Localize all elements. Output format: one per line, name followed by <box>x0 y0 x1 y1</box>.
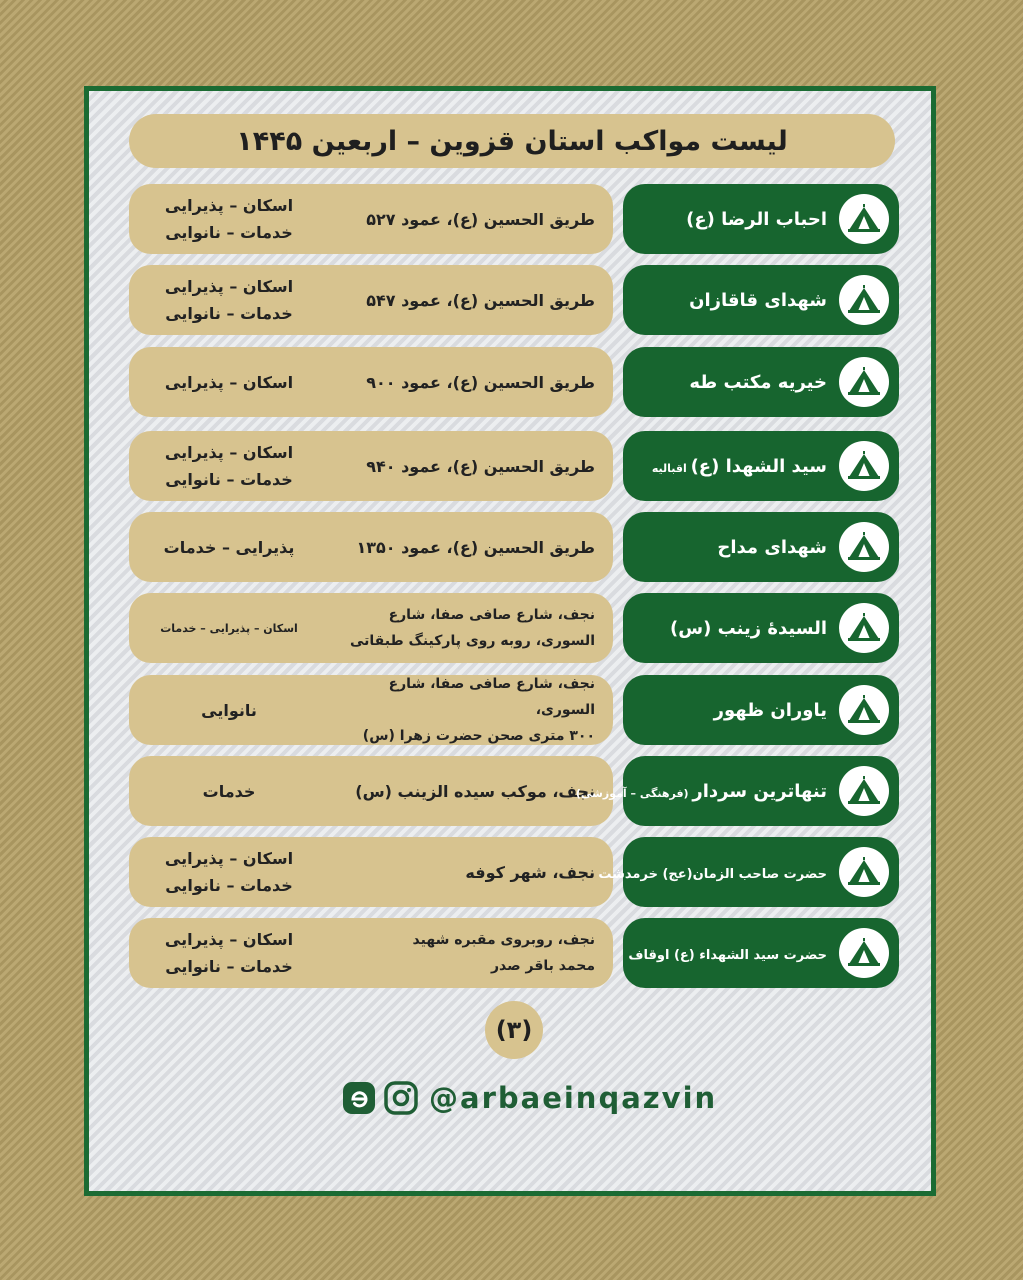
mawkib-info-pill <box>129 675 613 745</box>
mawkib-address <box>335 756 595 826</box>
mawkib-name <box>689 372 827 393</box>
mawkib-services <box>139 593 319 663</box>
mawkib-row <box>129 756 899 826</box>
tent-icon <box>839 441 889 491</box>
mawkib-name-pill <box>623 593 899 663</box>
mawkib-name-suffix: (فرهنگی – آموزشی) <box>575 786 693 800</box>
mawkib-services <box>139 347 319 417</box>
tent-icon <box>839 522 889 572</box>
page-number-badge: (۳) <box>485 1001 543 1059</box>
mawkib-name-suffix: اقبالیه <box>651 461 691 475</box>
mawkib-info-pill <box>129 265 613 335</box>
mawkib-row <box>129 431 899 501</box>
mawkib-row <box>129 675 899 745</box>
service-line: خدمات – نانوایی <box>165 876 293 895</box>
tent-icon <box>839 847 889 897</box>
service-line: اسکان – پذیرایی <box>164 277 294 296</box>
address-line: طریق الحسین (ع)، عمود ۵۴۷ <box>366 290 595 310</box>
mawkib-name-suffix: حضرت سید الشهداء (ع) اوقاف <box>628 947 827 963</box>
tent-icon <box>839 928 889 978</box>
mawkib-info-pill <box>129 347 613 417</box>
tent-icon <box>839 275 889 325</box>
mawkib-name <box>717 537 827 558</box>
mawkib-row <box>129 593 899 663</box>
mawkib-name-main: احباب الرضا (ع) <box>686 208 827 230</box>
service-line: اسکان – پذیرایی <box>164 372 294 392</box>
mawkib-name-pill <box>623 184 899 254</box>
mawkib-services <box>139 918 319 988</box>
tent-icon <box>839 194 889 244</box>
service-line: خدمات – نانوایی <box>165 957 293 976</box>
mawkib-services <box>139 837 319 907</box>
mawkib-name-main: سید الشهدا (ع) <box>690 455 827 477</box>
mawkib-address <box>335 837 595 907</box>
service-line: نانوایی <box>201 700 257 720</box>
mawkib-address <box>335 593 595 663</box>
mawkib-services <box>139 675 319 745</box>
address-line: ۳۰۰ متری صحن حضرت زهرا (س) <box>362 728 595 744</box>
address-line: نجف، موکب سیده الزینب (س) <box>355 781 595 801</box>
tent-icon <box>839 766 889 816</box>
mawkib-name-pill <box>623 265 899 335</box>
mawkib-address <box>335 918 595 988</box>
address-line: طریق الحسین (ع)، عمود ۱۳۵۰ <box>356 537 595 557</box>
mawkib-info-pill <box>129 756 613 826</box>
mawkib-name-pill <box>623 431 899 501</box>
mawkib-name <box>689 290 827 311</box>
mawkib-name-pill <box>623 512 899 582</box>
address-line: طریق الحسین (ع)، عمود ۵۲۷ <box>366 209 595 229</box>
mawkib-address <box>335 265 595 335</box>
mawkib-name <box>652 456 827 477</box>
mawkib-name-main: شهدای قاقازان <box>689 289 827 311</box>
mawkib-name-main: السیدهٔ زینب (س) <box>670 617 827 639</box>
mawkib-address <box>335 431 595 501</box>
address-line: نجف، روبروی مقبره شهید <box>412 932 595 948</box>
mawkib-services <box>139 265 319 335</box>
mawkib-info-pill <box>129 918 613 988</box>
mawkib-info-pill <box>129 593 613 663</box>
service-line: اسکان – پذیرایی <box>164 443 294 462</box>
mawkib-row <box>129 512 899 582</box>
service-line: خدمات <box>202 781 256 801</box>
mawkib-services <box>139 431 319 501</box>
social-footer <box>341 1076 717 1120</box>
mawkib-info-pill <box>129 512 613 582</box>
mawkib-name-suffix: حضرت صاحب الزمان(عج) خرمدشت <box>598 866 827 882</box>
page-title: لیست مواکب استان قزوین – اربعین ۱۴۴۵ <box>129 114 895 168</box>
mawkib-name <box>714 700 827 721</box>
service-line: خدمات – نانوایی <box>165 223 293 242</box>
mawkib-address <box>335 347 595 417</box>
mawkib-name-pill <box>598 837 899 907</box>
mawkib-info-pill <box>129 184 613 254</box>
address-line: طریق الحسین (ع)، عمود ۹۰۰ <box>366 372 595 392</box>
mawkib-name-pill <box>623 918 899 988</box>
content-frame <box>84 86 936 1196</box>
mawkib-row <box>129 918 899 988</box>
mawkib-name-pill <box>623 347 899 417</box>
tent-icon <box>839 685 889 735</box>
mawkib-name-main: یاوران ظهور <box>713 699 827 721</box>
service-line: اسکان – پذیرایی <box>164 930 294 949</box>
mawkib-services <box>139 512 319 582</box>
mawkib-name <box>670 618 827 639</box>
social-handle[interactable]: @arbaeinqazvin <box>429 1081 718 1115</box>
tent-icon <box>839 357 889 407</box>
service-line: اسکان – پذیرایی <box>164 196 294 215</box>
service-line: پذیرایی – خدمات <box>163 537 295 557</box>
instagram-icon[interactable] <box>383 1080 419 1116</box>
mawkib-name-pill <box>623 675 899 745</box>
mawkib-name <box>686 209 827 230</box>
address-line: السوری، روبه روی پارکینگ طبقاتی <box>349 633 595 649</box>
mawkib-name-pill <box>575 756 899 826</box>
mawkib-name <box>598 862 827 883</box>
mawkib-info-pill <box>129 837 613 907</box>
mawkib-services <box>139 756 319 826</box>
mawkib-name-main: خیریه مکتب طه <box>689 371 827 393</box>
address-line: نجف، شارع صافی صفا، شارع السوری، <box>388 676 595 718</box>
address-line: نجف، شهر کوفه <box>465 862 595 882</box>
mawkib-address <box>335 675 595 745</box>
mawkib-row <box>129 347 899 417</box>
service-line: اسکان – پذیرایی <box>164 849 294 868</box>
tent-icon <box>839 603 889 653</box>
address-line: محمد باقر صدر <box>490 958 595 974</box>
mawkib-address <box>335 512 595 582</box>
mawkib-row <box>129 184 899 254</box>
service-line: خدمات – نانوایی <box>165 470 293 489</box>
service-line: خدمات – نانوایی <box>165 304 293 323</box>
mawkib-row <box>129 837 899 907</box>
mawkib-services <box>139 184 319 254</box>
address-line: نجف، شارع صافی صفا، شارع <box>388 607 595 623</box>
eitaa-icon[interactable] <box>341 1080 377 1116</box>
mawkib-address <box>335 184 595 254</box>
mawkib-row <box>129 265 899 335</box>
mawkib-name-main: شهدای مداح <box>717 536 827 558</box>
mawkib-name <box>576 781 827 802</box>
mawkib-info-pill <box>129 431 613 501</box>
address-line: طریق الحسین (ع)، عمود ۹۴۰ <box>366 456 595 476</box>
mawkib-name-main: تنهاترین سردار <box>692 780 827 802</box>
mawkib-name <box>628 943 827 964</box>
service-line: اسکان – پذیرایی – خدمات <box>160 621 298 635</box>
